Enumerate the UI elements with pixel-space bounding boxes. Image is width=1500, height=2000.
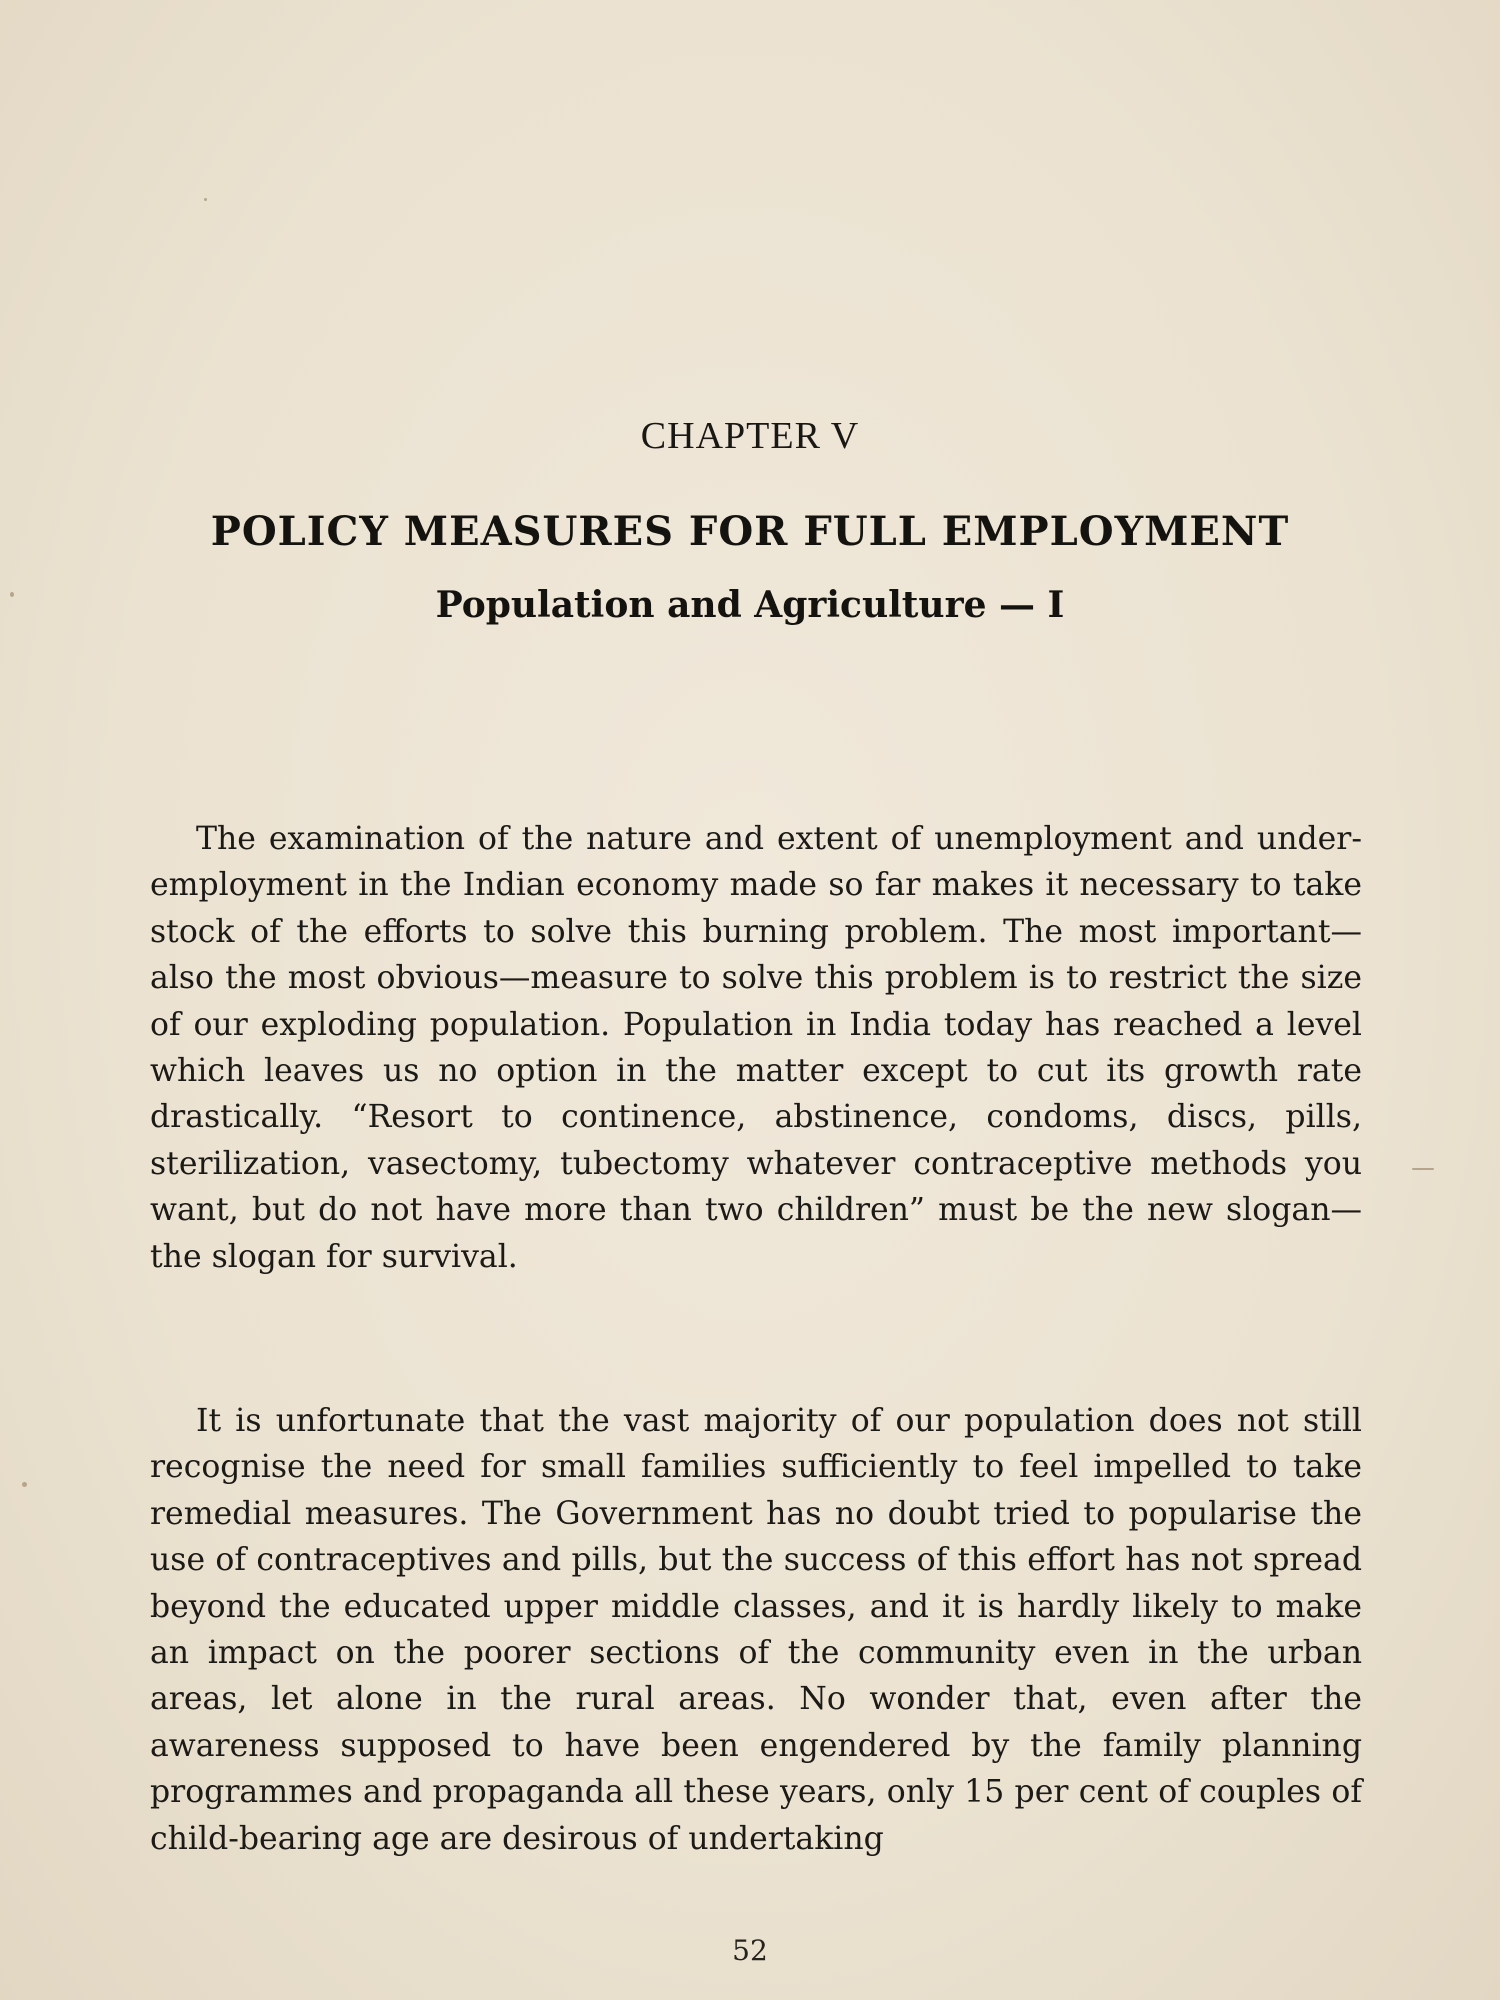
chapter-subtitle: Population and Agriculture — I (435, 584, 1065, 626)
page-number: 52 (732, 1934, 768, 1967)
paragraph-text: The examination of the nature and extent of unemployment and under-employment in the Indian economy made so far makes it necessary to take stock of the efforts to solve this burning problem. The most important—also the most obvious—measure to solve this problem is to restrict the size of our exploding population. Population in India today has reached a level which leaves us no option in the matter except to cut its growth rate drastically. “Resort to continence, abstinence, condoms, discs, pills, sterilization, vasectomy, tubectomy whatever contraceptive methods you want, but do not have more than two children” must be the new slogan— the slogan for survival. (150, 821, 1362, 1275)
chapter-label: CHAPTER V (640, 415, 860, 457)
body-paragraph-1 (150, 816, 1362, 1280)
paragraph-text: It is unfortunate that the vast majority of our population does not still recognise the need for small families sufficiently to feel impelled to take remedial measures. The Government has no doubt tried to popularise the use of contraceptives and pills, but the success of this effort has not spread beyond the educated upper middle classes, and it is hardly likely to make an impact on the poorer sections of the community even in the urban areas, let alone in the rural areas. No wonder that, even after the awareness supposed to have been engendered by the family planning programmes and propaganda all these years, only 15 per cent of couples of child-bearing age are desirous of undertaking (150, 1403, 1362, 1857)
paper-speck (204, 198, 207, 201)
body-paragraph-2 (150, 1398, 1362, 1862)
paper-speck (1412, 1168, 1434, 1170)
chapter-title: POLICY MEASURES FOR FULL EMPLOYMENT (210, 508, 1290, 555)
paper-speck (10, 592, 14, 597)
paper-speck (22, 1482, 27, 1487)
